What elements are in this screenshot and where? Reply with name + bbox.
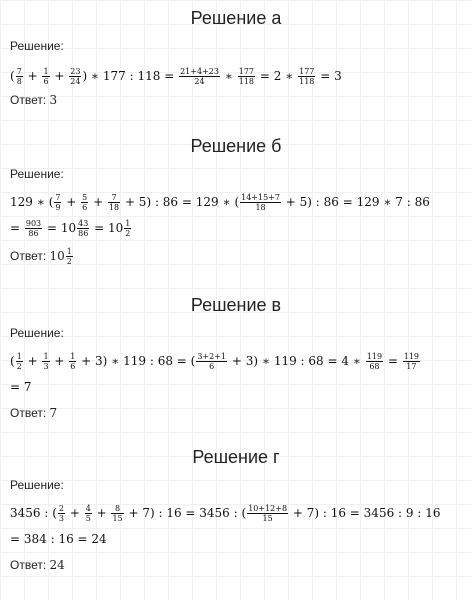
fraction <box>81 193 88 212</box>
answer <box>10 558 472 572</box>
fraction-numerator: 3+2+1 <box>197 352 227 361</box>
answer-value <box>49 247 74 266</box>
fraction <box>179 67 220 86</box>
fraction <box>298 67 315 86</box>
fraction <box>77 219 89 238</box>
fraction-denominator: 15 <box>262 514 273 523</box>
math-text: + <box>23 69 42 83</box>
fraction-denominator: 68 <box>369 362 380 371</box>
math-text: = <box>384 354 402 368</box>
fraction-denominator: 6 <box>209 362 215 371</box>
math-text: 3 <box>49 93 58 107</box>
fraction <box>111 504 123 523</box>
math-text: + 5) : 86 = 129 ∗ ( <box>121 195 240 209</box>
answer-label: Ответ: <box>10 558 50 572</box>
fraction <box>69 352 76 371</box>
section-title: Решение а <box>190 8 282 28</box>
fraction-denominator: 8 <box>16 77 22 86</box>
fraction-denominator: 5 <box>85 514 91 523</box>
fraction-numerator: 177 <box>238 67 255 76</box>
fraction-numerator: 1 <box>70 352 76 361</box>
answer-value <box>50 93 58 107</box>
fraction-numerator: 10+12+8 <box>248 504 288 513</box>
fraction-numerator: 23 <box>70 67 81 76</box>
answer-value <box>50 558 65 572</box>
solution-v <box>0 295 472 420</box>
fraction <box>403 352 420 371</box>
fraction <box>366 352 383 371</box>
fraction <box>25 219 42 238</box>
math-text: + 7) : 16 = 3456 : 9 : 16 <box>289 506 441 520</box>
math-text: ( <box>10 354 15 368</box>
math-text: + <box>50 69 69 83</box>
fraction-numerator: 1 <box>43 67 49 76</box>
math-text: 10 <box>49 249 65 263</box>
math-text: + <box>50 354 69 368</box>
fraction-denominator: 118 <box>238 77 255 86</box>
solution-a <box>0 8 472 107</box>
math-text: 7 <box>49 406 58 420</box>
fraction-denominator: 3 <box>43 362 49 371</box>
fraction-numerator: 7 <box>108 193 120 203</box>
fraction-denominator: 9 <box>55 203 61 212</box>
fraction-denominator: 24 <box>70 77 81 86</box>
math-text: = 384 : 16 = 24 <box>10 532 107 546</box>
fraction-denominator: 86 <box>78 229 89 238</box>
answer <box>10 247 472 266</box>
math-text: + 7) : 16 = 3456 : ( <box>124 506 247 520</box>
math-text: = 7 <box>10 380 32 394</box>
math-text: + <box>23 354 42 368</box>
math-text: = 10 <box>90 221 124 235</box>
fraction-denominator: 17 <box>406 362 417 371</box>
answer-label: Ответ: <box>10 249 50 263</box>
math-text: ∗ <box>220 69 237 83</box>
math-line <box>10 500 472 526</box>
math-text: + 3) ∗ 119 : 68 = 4 ∗ <box>228 354 365 368</box>
math-text: ( <box>10 69 15 83</box>
solution-b <box>0 136 472 266</box>
fraction <box>196 352 227 371</box>
fraction-denominator: 2 <box>66 257 72 266</box>
fraction-numerator: 14+15+7 <box>241 193 280 202</box>
fraction-denominator: 15 <box>112 514 123 523</box>
fraction <box>66 247 73 266</box>
fraction <box>124 219 131 238</box>
fraction-denominator: 18 <box>108 203 120 212</box>
fraction-denominator: 24 <box>194 77 205 86</box>
math-line <box>10 348 472 374</box>
fraction <box>247 504 288 523</box>
fraction-numerator: 119 <box>366 352 383 361</box>
math-text: + <box>66 506 84 520</box>
answer-label: Ответ: <box>10 406 50 420</box>
fraction-numerator: 1 <box>66 247 72 256</box>
math-line <box>10 63 472 89</box>
fraction-numerator: 1 <box>16 352 22 361</box>
fraction-denominator: 2 <box>16 362 22 371</box>
fraction <box>85 504 92 523</box>
math-text: = 3 <box>316 69 342 83</box>
math-line <box>10 526 472 552</box>
section-title: Решение б <box>190 136 282 156</box>
solution-label: Решение: <box>10 478 64 492</box>
math-text: + <box>62 195 81 209</box>
fraction-denominator: 6 <box>82 203 88 212</box>
fraction-numerator: 2 <box>58 504 64 513</box>
math-line <box>10 189 472 215</box>
answer-value <box>50 406 58 420</box>
math-text: 129 ∗ ( <box>10 195 54 209</box>
fraction-numerator: 7 <box>55 193 61 202</box>
math-text: + <box>89 195 107 209</box>
fraction-denominator: 6 <box>70 362 76 371</box>
fraction-numerator: 1 <box>43 352 49 361</box>
math-text: = <box>10 221 24 235</box>
fraction <box>42 352 49 371</box>
answer-label: Ответ: <box>10 93 50 107</box>
fraction-numerator: 7 <box>16 67 22 76</box>
solution-g <box>0 447 472 572</box>
math-text: + 5) : 86 = 129 ∗ 7 : 86 <box>281 195 430 209</box>
section-title: Решение г <box>192 447 280 467</box>
math-text: + 3) ∗ 119 : 68 = ( <box>77 354 196 368</box>
fraction-numerator: 4 <box>85 504 91 513</box>
math-text: ) ∗ 177 : 118 = <box>82 69 179 83</box>
fraction <box>238 67 255 86</box>
math-text: = 2 ∗ <box>256 69 298 83</box>
fraction-numerator: 903 <box>25 219 42 228</box>
fraction-numerator: 8 <box>111 504 123 514</box>
fraction <box>16 67 23 86</box>
fraction-denominator: 118 <box>299 77 315 86</box>
fraction <box>16 352 23 371</box>
fraction-denominator: 2 <box>125 229 131 238</box>
fraction-numerator: 5 <box>82 193 88 202</box>
fraction-denominator: 18 <box>255 203 266 212</box>
math-text: = 10 <box>43 221 77 235</box>
fraction-numerator: 177 <box>299 67 315 76</box>
fraction-numerator: 43 <box>78 219 89 228</box>
section-title: Решение в <box>190 295 282 315</box>
fraction <box>69 67 81 86</box>
fraction <box>240 193 281 212</box>
math-text: 3456 : ( <box>10 506 57 520</box>
math-line <box>10 215 472 241</box>
fraction-numerator: 119 <box>403 352 420 361</box>
math-text: + <box>92 506 111 520</box>
solution-label: Решение: <box>10 167 64 181</box>
fraction-numerator: 21+4+23 <box>180 67 219 76</box>
fraction <box>108 193 120 212</box>
fraction-denominator: 6 <box>43 77 49 86</box>
fraction-numerator: 1 <box>125 219 131 228</box>
fraction <box>42 67 49 86</box>
math-text: 24 <box>49 558 65 572</box>
math-line <box>10 374 472 400</box>
fraction-denominator: 3 <box>58 514 64 523</box>
fraction <box>54 193 61 212</box>
answer <box>10 93 472 107</box>
fraction-denominator: 86 <box>28 229 39 238</box>
fraction <box>58 504 65 523</box>
solution-label: Решение: <box>10 39 64 53</box>
answer <box>10 406 472 420</box>
solution-label: Решение: <box>10 326 64 340</box>
